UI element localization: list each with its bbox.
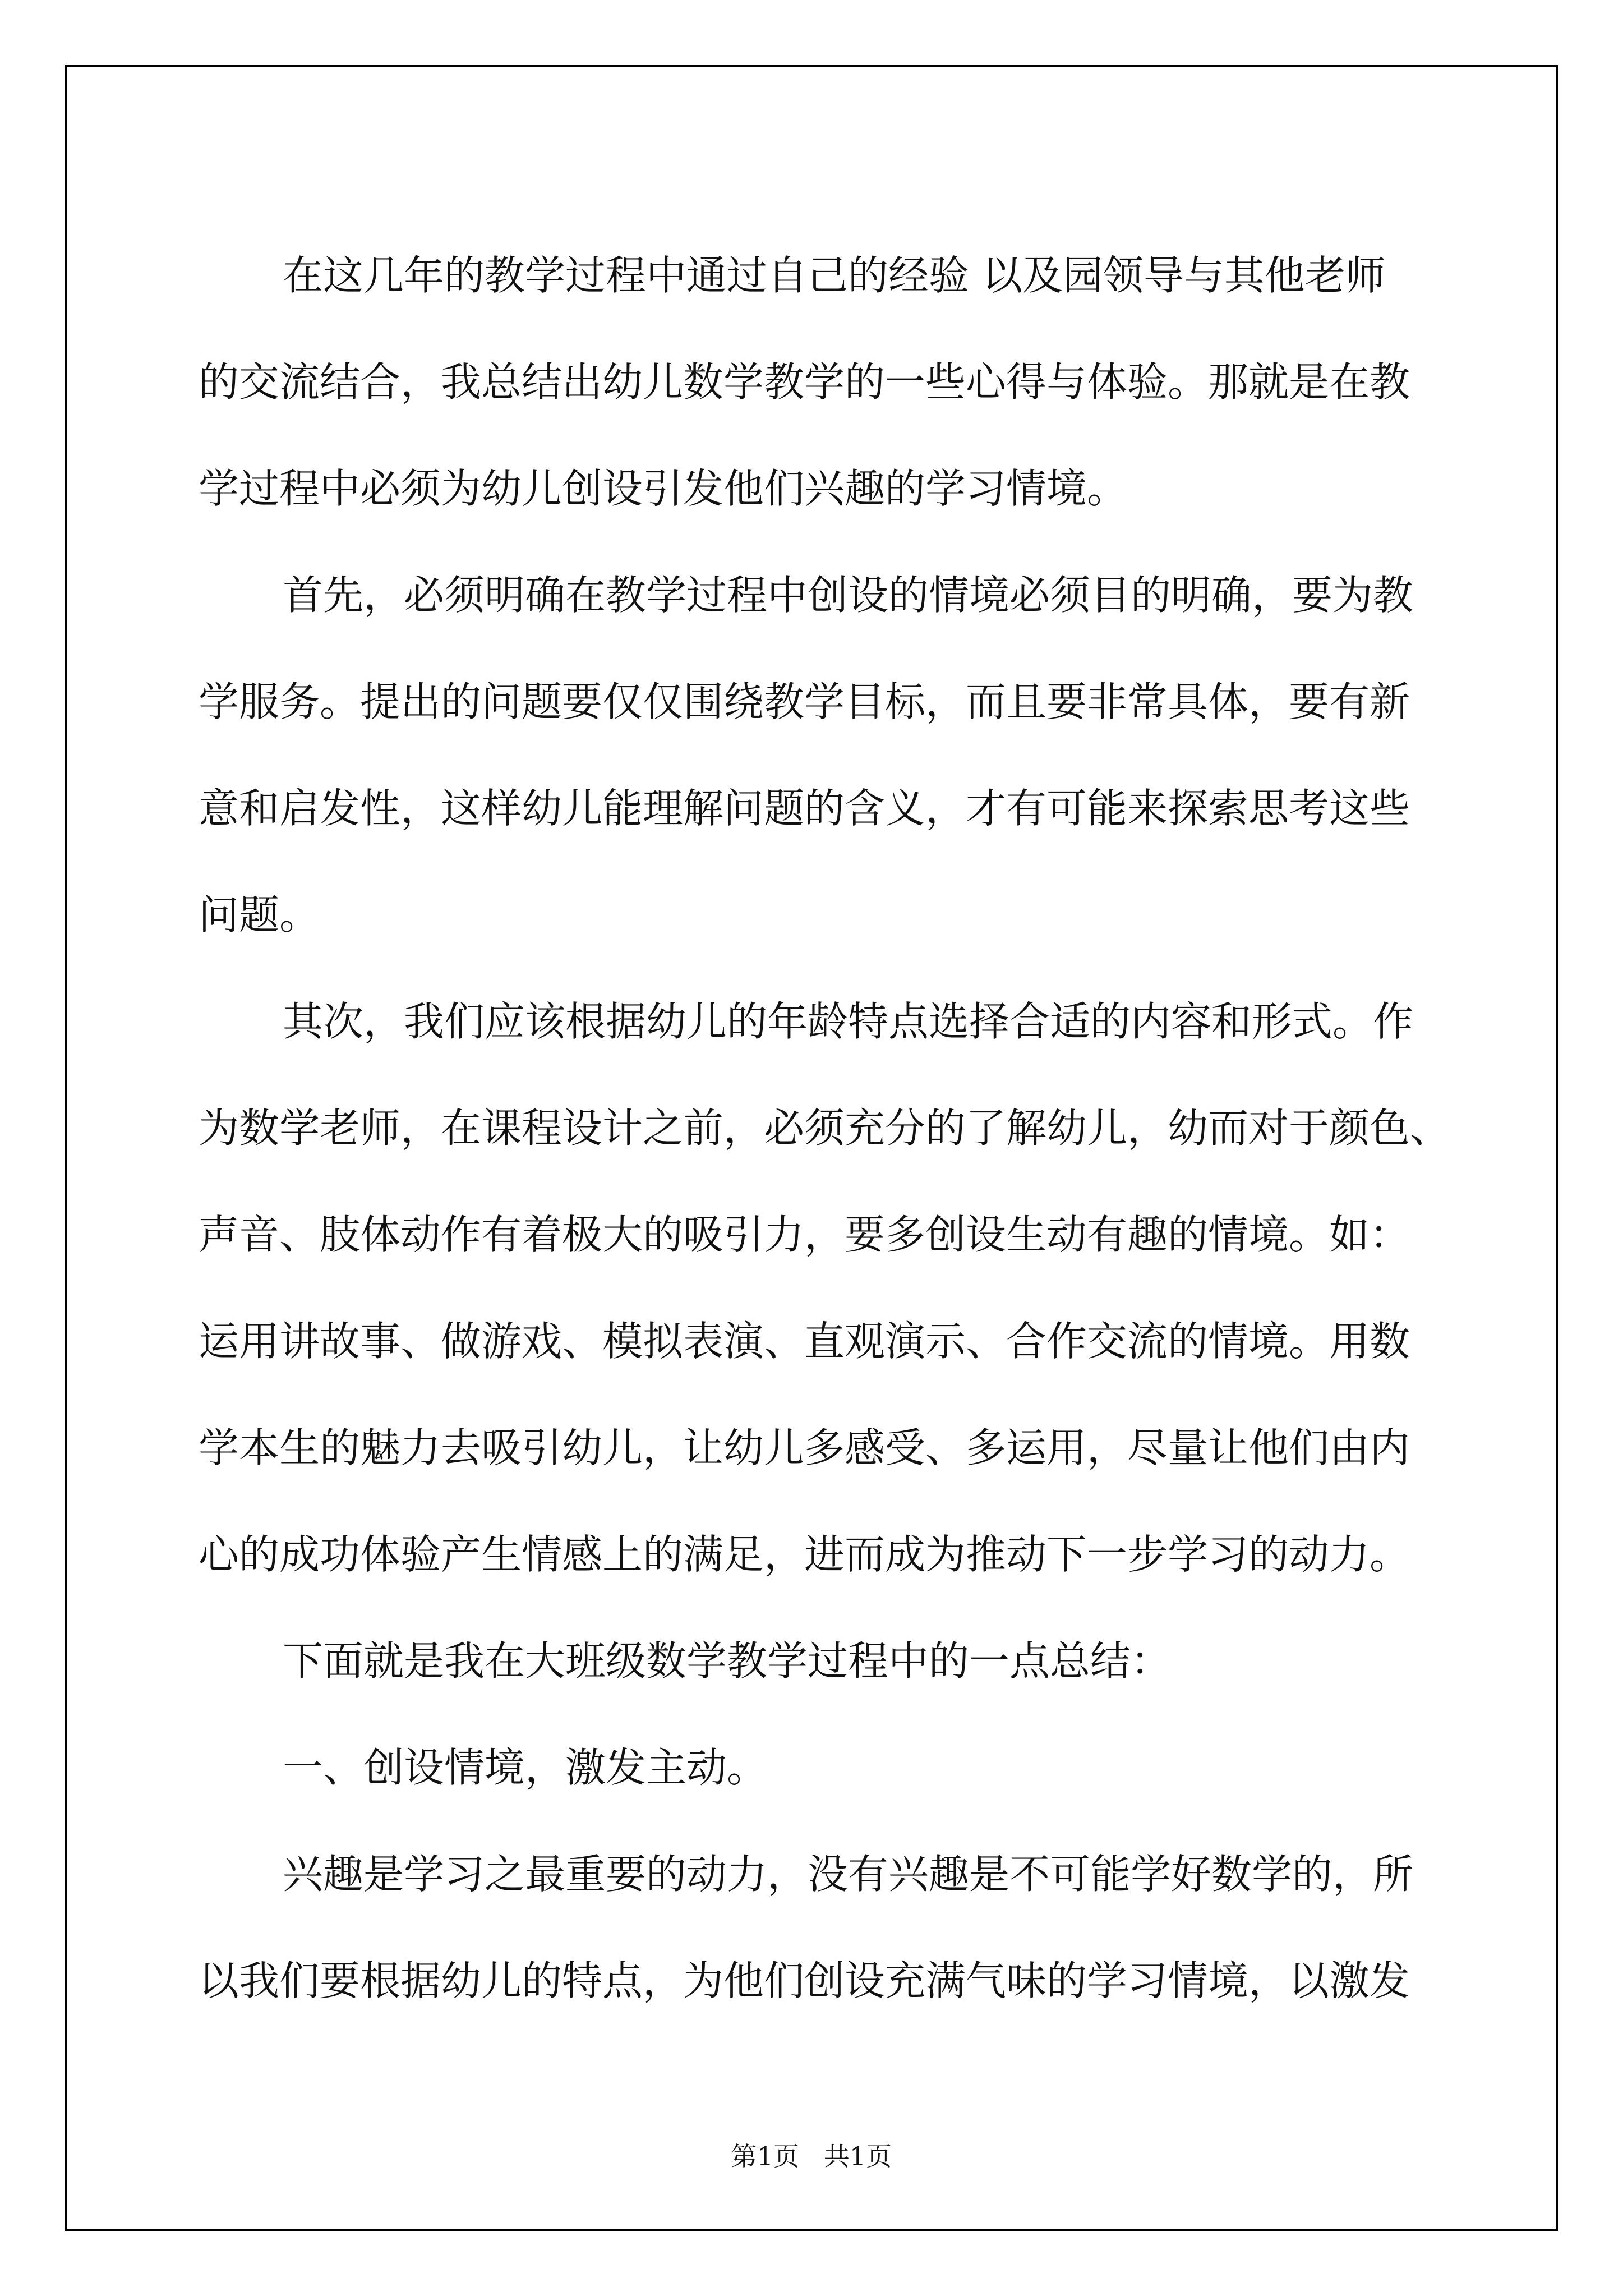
paragraph-1-line-1: 在这几年的教学过程中通过自己的经验 以及园领导与其他老师 [283,252,1386,299]
section-heading-1: 一、创设情境，激发主动。 [283,1744,768,1791]
paragraph-3-line-5: 学本生的魅力去吸引幼儿，让幼儿多感受、多运用，尽量让他们由内 [199,1424,1410,1471]
paragraph-4-line-1: 下面就是我在大班级数学教学过程中的一点总结： [283,1637,1172,1685]
page-number-footer: 第1页 共1页 [731,2141,892,2171]
paragraph-2-line-4: 问题。 [199,891,320,938]
paragraph-2-line-3: 意和启发性，这样幼儿能理解问题的含义，才有可能来探索思考这些 [199,785,1410,832]
paragraph-3-line-4: 运用讲故事、做游戏、模拟表演、直观演示、合作交流的情境。用数 [199,1318,1410,1365]
paragraph-3-line-3: 声音、肢体动作有着极大的吸引力，要多创设生动有趣的情境。如： [199,1211,1410,1258]
paragraph-6-line-2: 以我们要根据幼儿的特点，为他们创设充满气味的学习情境，以激发 [199,1957,1410,2004]
paragraph-6-line-1: 兴趣是学习之最重要的动力，没有兴趣是不可能学好数学的，所 [283,1851,1414,1898]
paragraph-3-line-1: 其次，我们应该根据幼儿的年龄特点选择合适的内容和形式。作 [283,998,1414,1045]
paragraph-2-line-1: 首先，必须明确在教学过程中创设的情境必须目的明确，要为教 [283,572,1414,619]
paragraph-3-line-2: 为数学老师，在课程设计之前，必须充分的了解幼儿，幼而对于颜色、 [199,1105,1451,1152]
paragraph-1-line-3: 学过程中必须为幼儿创设引发他们兴趣的学习情境。 [199,465,1128,512]
paragraph-2-line-2: 学服务。提出的问题要仅仅围绕教学目标，而且要非常具体，要有新 [199,678,1410,725]
paragraph-3-line-6: 心的成功体验产生情感上的满足，进而成为推动下一步学习的动力。 [199,1531,1410,1578]
document-body [199,222,1451,2034]
paragraph-1-line-2: 的交流结合，我总结出幼儿数学教学的一些心得与体验。那就是在教 [199,358,1410,406]
